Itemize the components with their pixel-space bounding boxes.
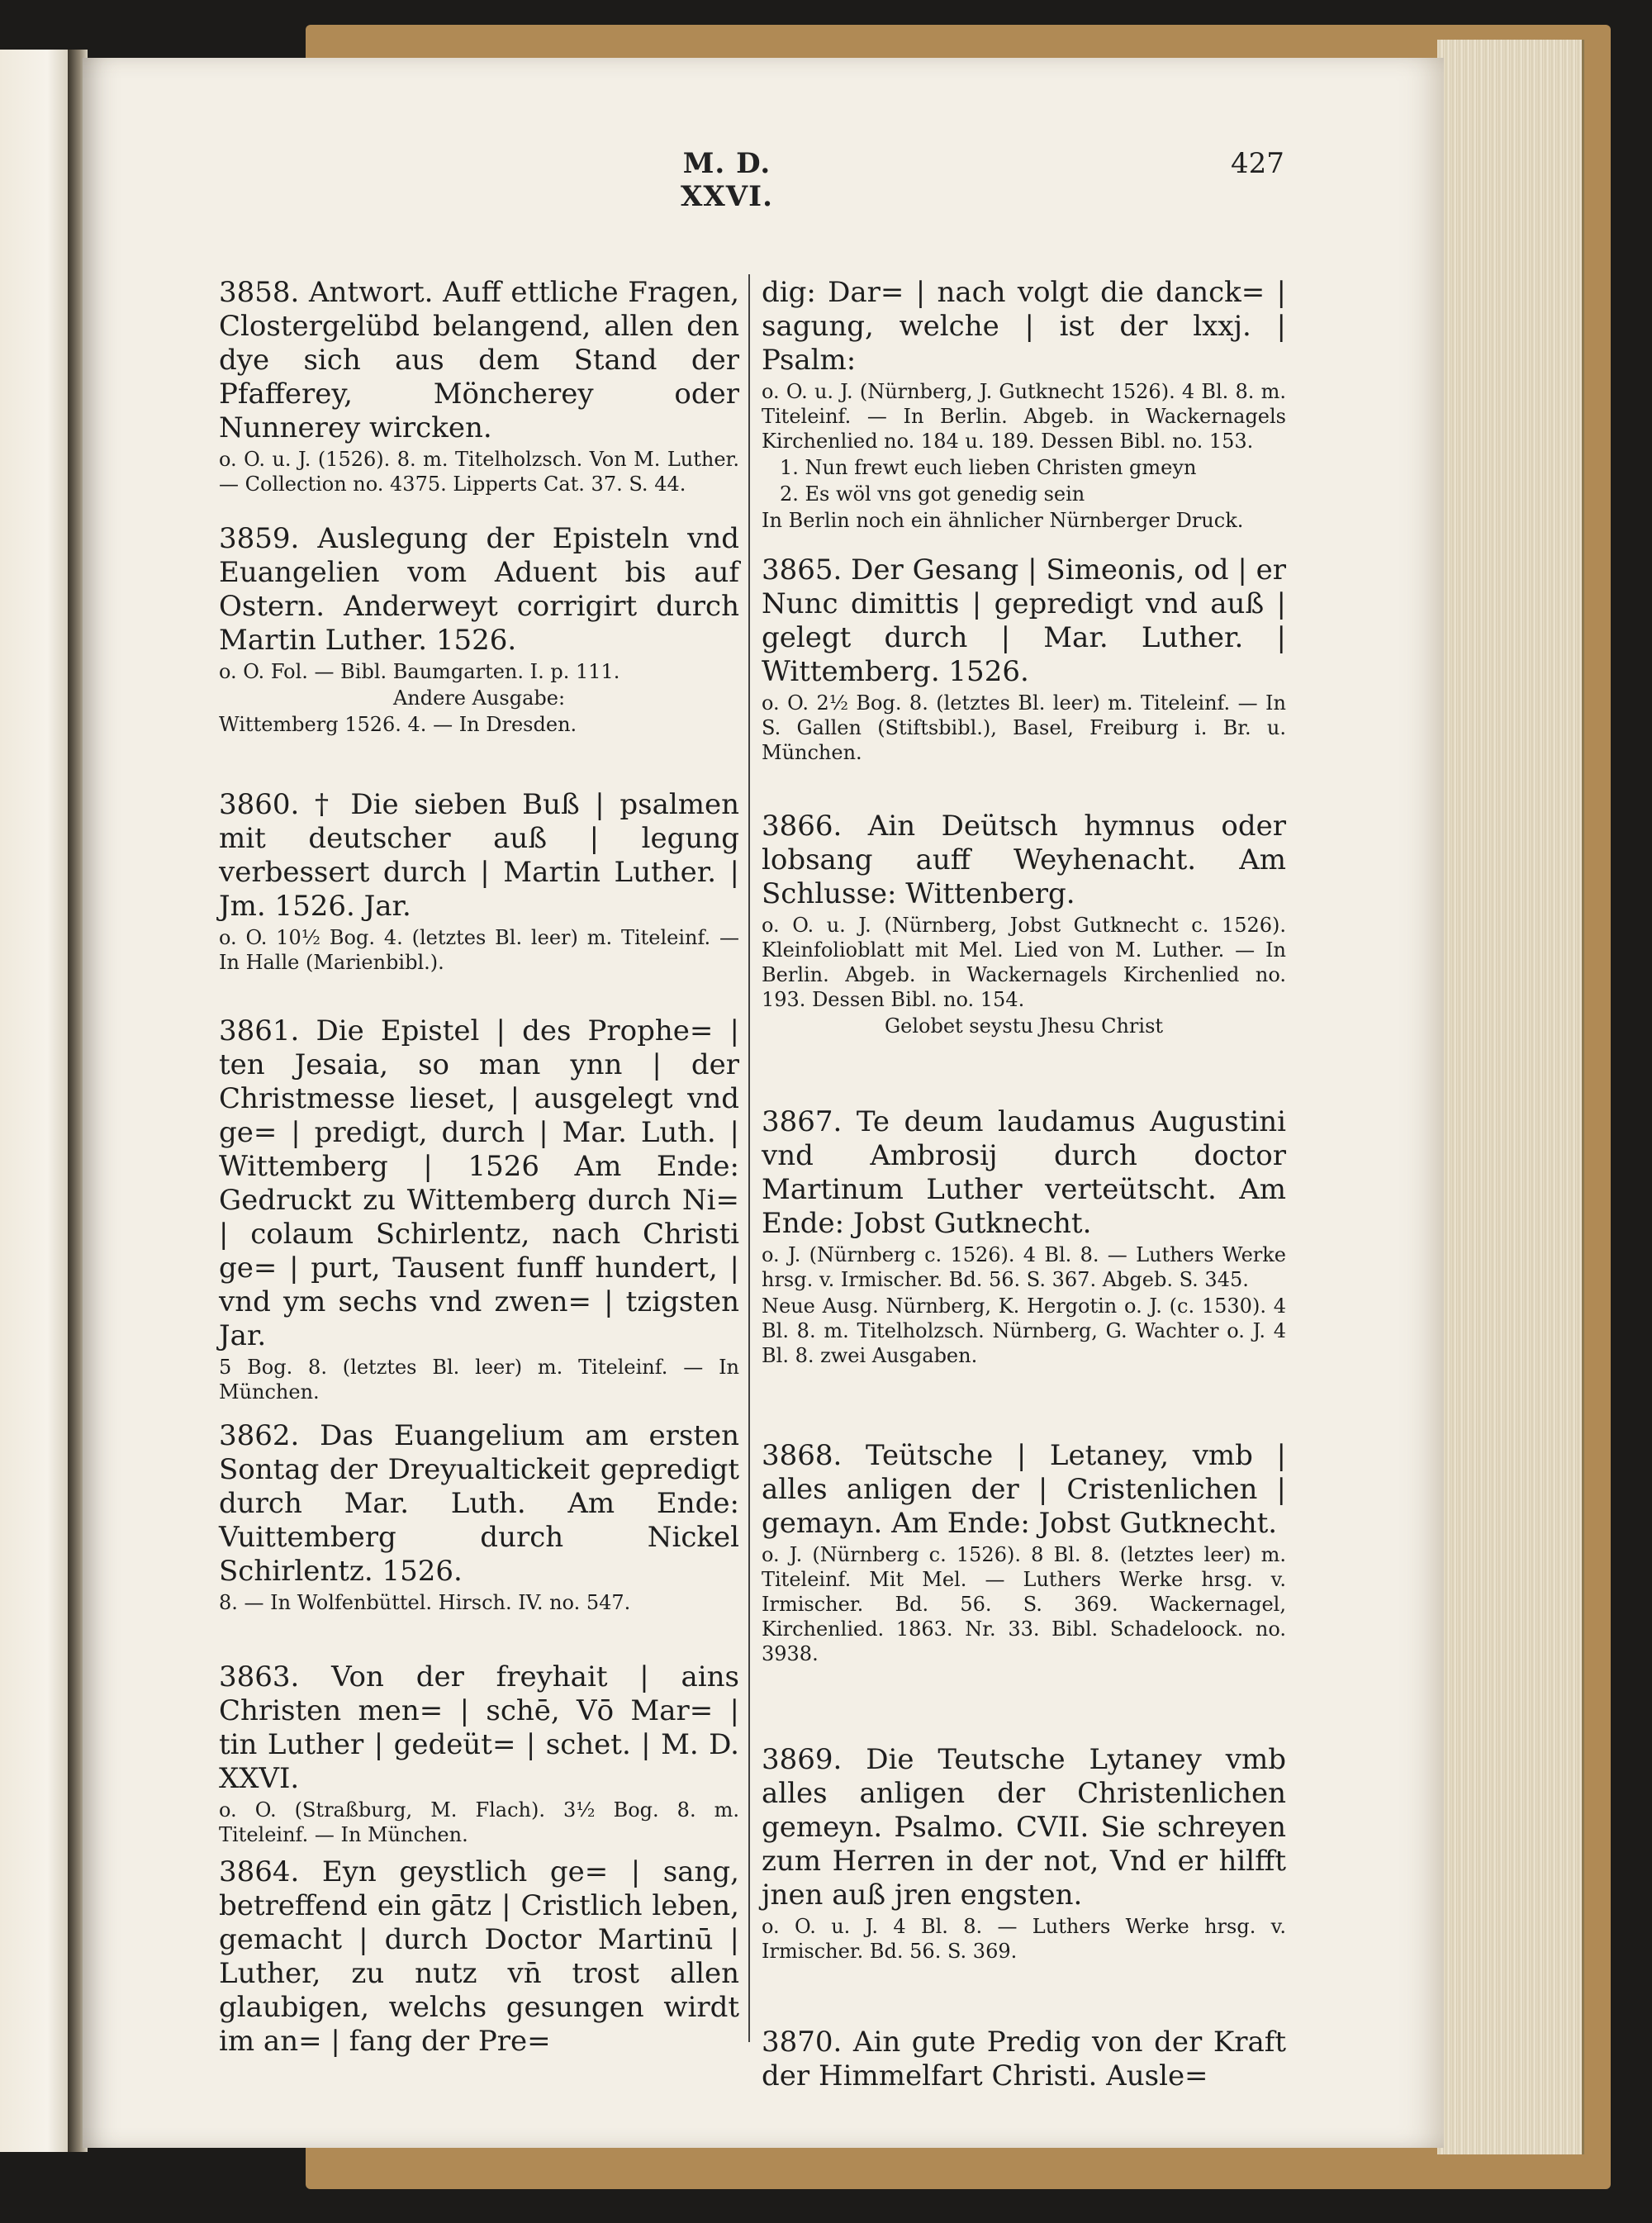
- entry-title: 3860. † Die sieben Buß | psalmen mit deutscher auß | legung verbessert durch | Martin Luther. | Jm. 1526. Jar.: [219, 788, 739, 923]
- entry-note: o. O. u. J. 4 Bl. 8. — Luthers Werke hrsg. v. Irmischer. Bd. 56. S. 369.: [762, 1915, 1286, 1963]
- entry-note: Andere Ausgabe:: [392, 686, 566, 710]
- entry-title: dig: Dar= | nach volgt die danck= | sagung, welche | ist der lxxj. | Psalm:: [762, 276, 1286, 377]
- book-page: [83, 58, 1444, 2148]
- entry-note: o. J. (Nürnberg c. 1526). 8 Bl. 8. (letztes leer) m. Titeleinf. Mit Mel. — Luthers Werke hrsg. v. Irmischer. Bd. 56. S. 369. Wackernagel, Kirchenlied. 1863. Nr. 33. Bibl. Schadeloock. no. 3938.: [762, 1543, 1286, 1665]
- entry-note: o. O. Fol. — Bibl. Baumgarten. I. p. 111.: [219, 660, 620, 683]
- entry-title: 3866. Ain Deütsch hymnus oder lobsang auff Weyhenacht. Am Schlusse: Wittenberg.: [762, 810, 1286, 910]
- entry-note: 5 Bog. 8. (letztes Bl. leer) m. Titeleinf. — In München.: [219, 1356, 739, 1404]
- entry-3862: [219, 1419, 739, 1615]
- entry-note: o. O. (Straßburg, M. Flach). 3½ Bog. 8. m. Titeleinf. — In München.: [219, 1798, 739, 1846]
- entry-title: 3868. Teütsche | Letaney, vmb | alles anligen der | Cristenlichen | gemayn. Am Ende: Jobst Gutknecht.: [762, 1439, 1286, 1540]
- entry-title: 3859. Auslegung der Episteln vnd Euangelien vom Aduent bis auf Ostern. Anderweyt corrigirt durch Martin Luther. 1526.: [219, 522, 739, 657]
- page-number: 427: [1231, 147, 1284, 180]
- entry-3861: [219, 1014, 739, 1404]
- entry-3866: [762, 810, 1286, 1038]
- entry-note: o. O. u. J. (Nürnberg, J. Gutknecht 1526). 4 Bl. 8. m. Titeleinf. — In Berlin. Abgeb. in Wackernagels Kirchenlied no. 184 u. 189. Dessen Bibl. no. 153.: [762, 380, 1286, 453]
- entry-3868: [762, 1439, 1286, 1666]
- entry-note: In Berlin noch ein ähnlicher Nürnberger Druck.: [762, 509, 1244, 532]
- entry-note: o. O. u. J. (1526). 8. m. Titelholzsch. Von M. Luther. — Collection no. 4375. Lipperts Cat. 37. S. 44.: [219, 448, 739, 496]
- entry-3859: [219, 522, 739, 737]
- entry-note: Wittemberg 1526. 4. — In Dresden.: [219, 713, 577, 736]
- entry-title: 3858. Antwort. Auff ettliche Fragen, Clostergelübd belangend, allen den dye sich aus dem Stand der Pfafferey, Möncherey oder Nunnerey wircken.: [219, 276, 739, 444]
- entry-3858: [219, 276, 739, 496]
- running-head: M. D. XXVI.: [681, 147, 773, 213]
- column-divider: [748, 274, 750, 2042]
- entry-title: 3870. Ain gute Predig von der Kraft der Himmelfart Christi. Ausle=: [762, 2026, 1286, 2092]
- entry-3870: [762, 2026, 1286, 2093]
- entry-title: 3861. Die Epistel | des Prophe= | ten Jesaia, so man ynn | der Christmesse lieset, | ausgelegt vnd ge= | predigt, durch | Mar. Luth. | Wittemberg | 1526 Am Ende: Gedruckt zu Wittemberg durch Ni= | colaum Schirlentz, nach Christi ge= | purt, Tausent funff hundert, | vnd ym sechs vnd zwen= | tzigsten Jar.: [219, 1014, 739, 1352]
- entry-3864: [219, 1855, 739, 2059]
- entry-title: 3867. Te deum laudamus Augustini vnd Ambrosij durch doctor Martinum Luther verteütscht. Am Ende: Jobst Gutknecht.: [762, 1105, 1286, 1240]
- entry-3864-cont: [762, 276, 1286, 533]
- entry-note: o. O. 10½ Bog. 4. (letztes Bl. leer) m. Titeleinf. — In Halle (Marienbibl.).: [219, 926, 739, 974]
- entry-note: 8. — In Wolfenbüttel. Hirsch. IV. no. 547.: [219, 1591, 631, 1614]
- page-edges: [1437, 40, 1584, 2154]
- entry-note: o. J. (Nürnberg c. 1526). 4 Bl. 8. — Luthers Werke hrsg. v. Irmischer. Bd. 56. S. 367. Abgeb. S. 345.: [762, 1243, 1286, 1291]
- entry-note: Neue Ausg. Nürnberg, K. Hergotin o. J. (c. 1530). 4 Bl. 8. m. Titelholzsch. Nürnberg, G. Wachter o. J. 4 Bl. 8. zwei Ausgaben.: [762, 1294, 1286, 1367]
- entry-title: 3864. Eyn geystlich ge= | sang, betreffend ein gātz | Cristlich leben, gemacht | durch Doctor Martinū | Luther, zu nutz vn̄ trost allen glaubigen, welchs gesungen wirdt im an= | fang der Pre=: [219, 1855, 739, 2058]
- entry-3863: [219, 1660, 739, 1847]
- entry-title: 3862. Das Euangelium am ersten Sontag der Dreyualtickeit gepredigt durch Mar. Luth. Am Ende: Vuittemberg durch Nickel Schirlentz. 1526.: [219, 1419, 739, 1588]
- entry-title: 3865. Der Gesang | Simeonis, od | er Nunc dimittis | gepredigt vnd auß | gelegt durch | Mar. Luther. | Wittemberg. 1526.: [762, 553, 1286, 688]
- entry-title: 3869. Die Teutsche Lytaney vmb alles anligen der Christenlichen gemeyn. Psalmo. CVII. Sie schreyen zum Herren in der not, Vnd er hilfft jnen auß jren engsten.: [762, 1743, 1286, 1912]
- entry-3867: [762, 1105, 1286, 1368]
- entry-note: Gelobet seystu Jhesu Christ: [884, 1014, 1164, 1038]
- entry-3869: [762, 1743, 1286, 1964]
- entry-title: 3863. Von der freyhait | ains Christen men= | schē, Vō Mar= | tin Luther | gedeüt= | schet. | M. D. XXVI.: [219, 1660, 739, 1795]
- entry-note: o. O. u. J. (Nürnberg, Jobst Gutknecht c. 1526). Kleinfolioblatt mit Mel. Lied von M. Luther. — In Berlin. Abgeb. in Wackernagels Kirchenlied no. 193. Dessen Bibl. no. 154.: [762, 914, 1286, 1011]
- left-page-edge: [0, 50, 70, 2152]
- entry-note: o. O. 2½ Bog. 8. (letztes Bl. leer) m. Titeleinf. — In S. Gallen (Stiftsbibl.), Basel, Freiburg i. Br. u. München.: [762, 691, 1286, 764]
- entry-3865: [762, 553, 1286, 765]
- entry-3860: [219, 788, 739, 975]
- entry-note: 2. Es wöl vns got genedig sein: [780, 482, 1085, 506]
- entry-note: 1. Nun frewt euch lieben Christen gmeyn: [780, 456, 1197, 479]
